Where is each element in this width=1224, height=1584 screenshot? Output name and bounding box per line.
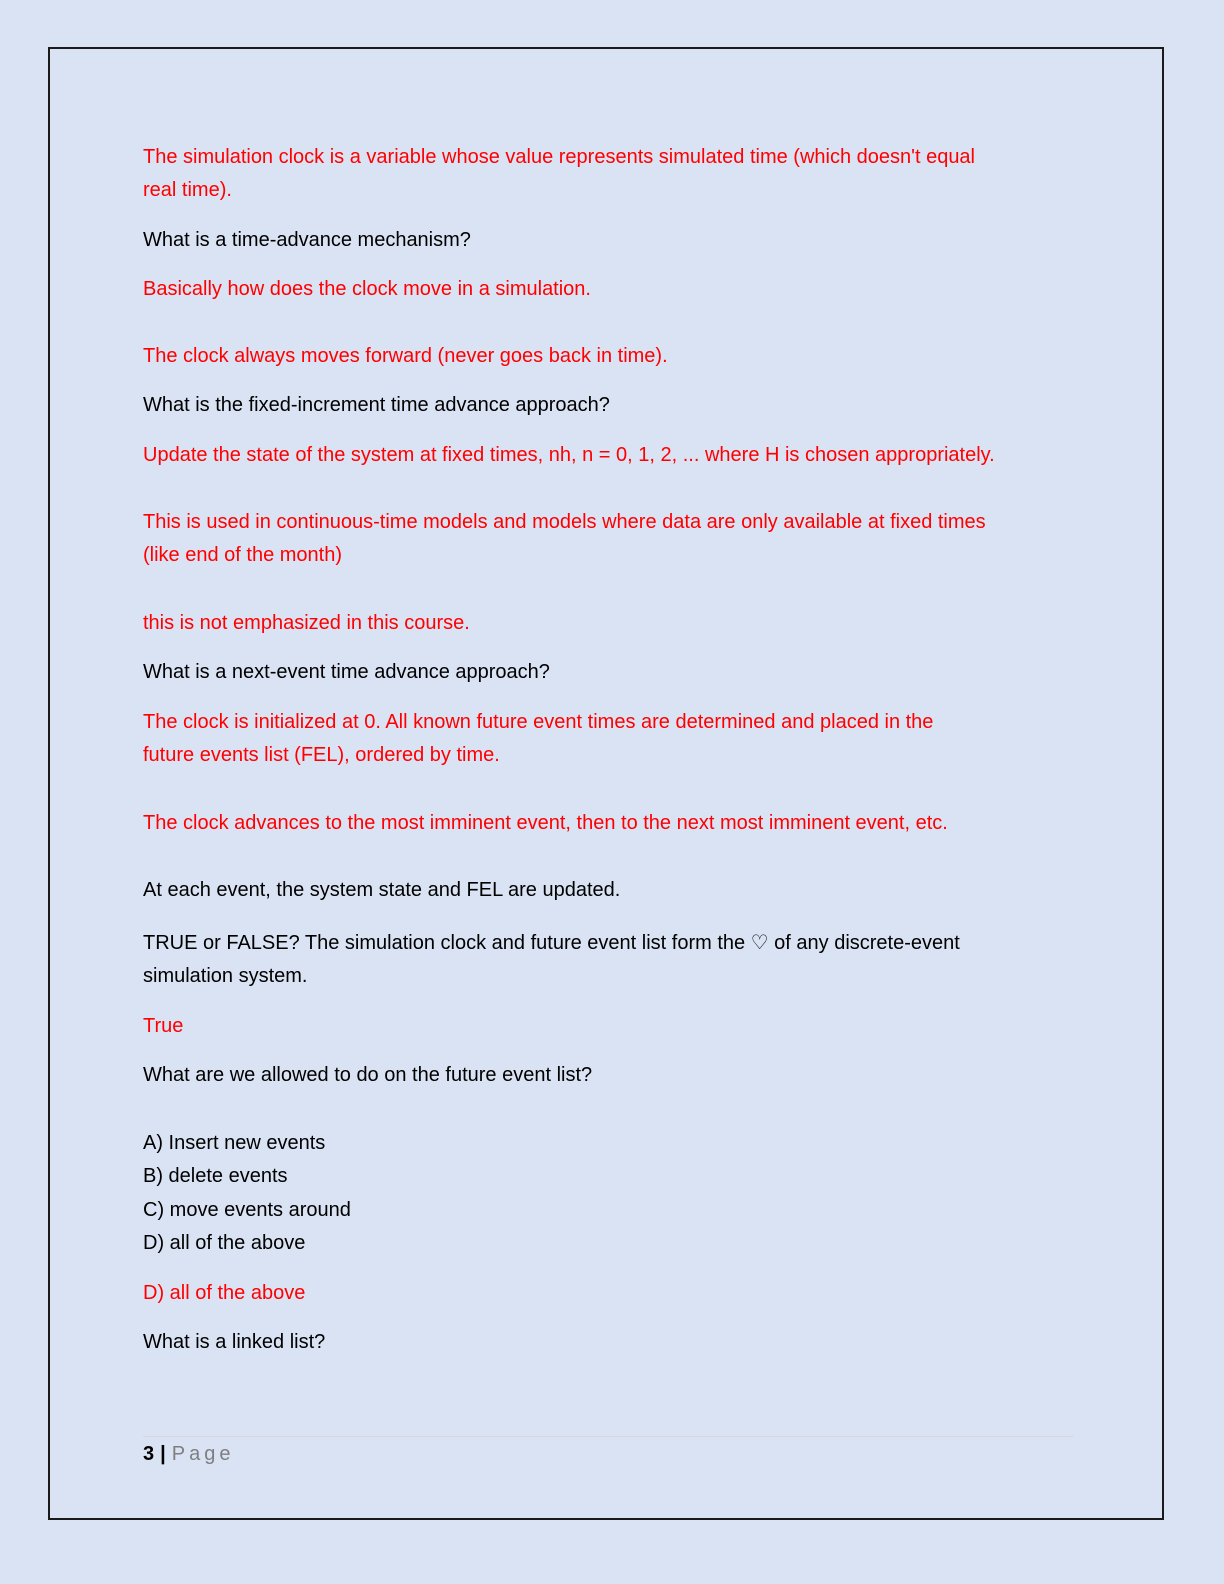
option-d: D) all of the above [143, 1232, 306, 1254]
answer-text: D) all of the above [143, 1282, 306, 1304]
answer-text: This is used in continuous-time models and models where data are only available at fixed times [143, 511, 986, 533]
option-c: C) move events around [143, 1199, 351, 1221]
answer-text: The clock advances to the most imminent event, then to the next most imminent event, etc. [143, 812, 948, 834]
answer-text: True [143, 1015, 184, 1037]
answer-text: real time). [143, 179, 232, 201]
question-text: What is a time-advance mechanism? [143, 229, 471, 251]
footer-divider [143, 1436, 1074, 1437]
question-text: simulation system. [143, 965, 308, 987]
option-b: B) delete events [143, 1165, 288, 1187]
answer-text: Basically how does the clock move in a simulation. [143, 278, 591, 300]
page-label: Page [171, 1443, 235, 1465]
answer-text: Update the state of the system at fixed times, nh, n = 0, 1, 2, ... where H is chosen appropriately. [143, 444, 995, 466]
answer-text: (like end of the month) [143, 544, 342, 566]
question-text: TRUE or FALSE? The simulation clock and future event list form the ♡ of any discrete-event [143, 932, 960, 954]
page-footer [143, 1440, 234, 1468]
question-text: At each event, the system state and FEL are updated. [143, 879, 621, 901]
answer-text: The simulation clock is a variable whose value represents simulated time (which doesn't equal [143, 146, 976, 168]
question-text: What is the fixed-increment time advance approach? [143, 394, 610, 416]
question-text: What is a next-event time advance approach? [143, 661, 550, 683]
answer-text: future events list (FEL), ordered by time. [143, 744, 500, 766]
footer-separator: | [160, 1443, 166, 1465]
answer-text: The clock always moves forward (never goes back in time). [143, 345, 668, 367]
page-number: 3 [143, 1443, 155, 1465]
answer-text: The clock is initialized at 0. All known future event times are determined and placed in the [143, 711, 934, 733]
option-a: A) Insert new events [143, 1132, 326, 1154]
question-text: What are we allowed to do on the future event list? [143, 1064, 593, 1086]
question-text: What is a linked list? [143, 1331, 326, 1353]
answer-text: this is not emphasized in this course. [143, 612, 470, 634]
